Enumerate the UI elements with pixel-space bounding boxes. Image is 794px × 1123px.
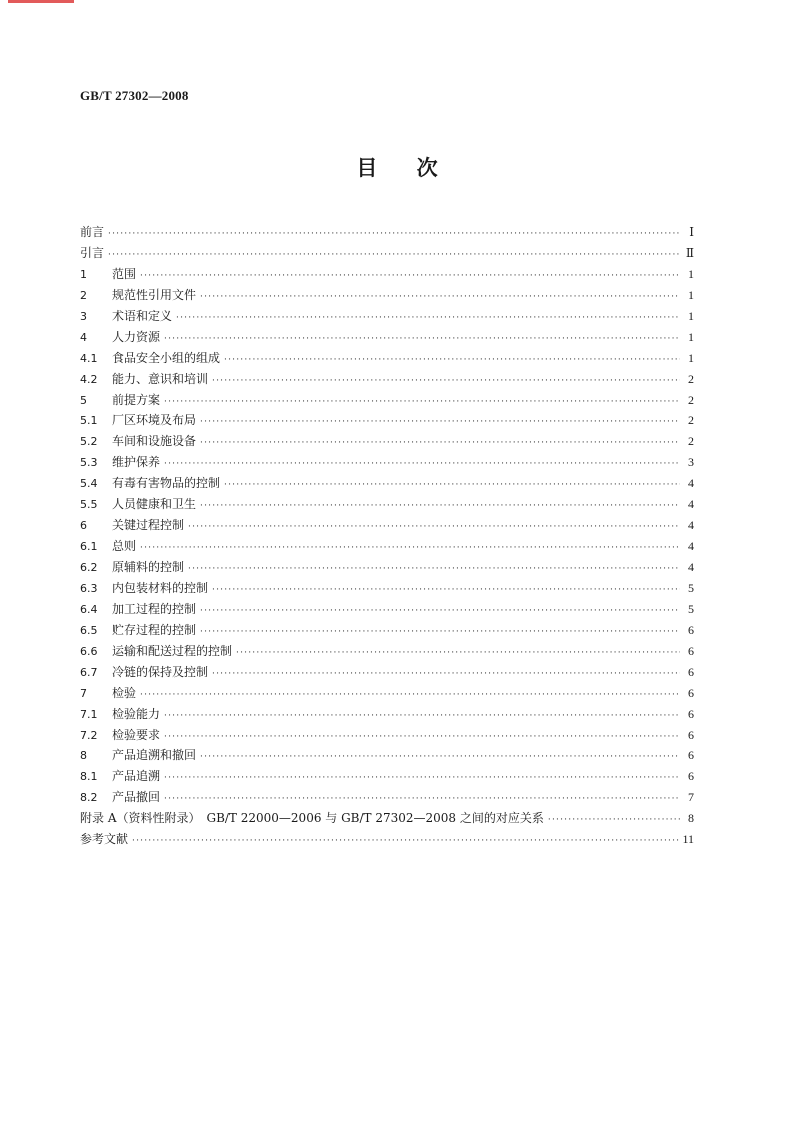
toc-entry-title: 术语和定义 xyxy=(112,308,173,323)
toc-entry-page: 2 xyxy=(688,434,694,449)
toc-entry-page: Ⅰ xyxy=(689,225,694,239)
toc-entry[interactable] xyxy=(80,431,694,452)
toc-entry[interactable] xyxy=(80,683,694,704)
toc-entry-title: 维护保养 xyxy=(112,455,161,470)
toc-entry-page: 4 xyxy=(688,539,694,554)
toc-entry[interactable] xyxy=(80,557,694,578)
toc-entry-title: 运输和配送过程的控制 xyxy=(112,643,233,658)
toc-dot-leader xyxy=(200,412,680,433)
toc-dot-leader xyxy=(200,433,680,454)
toc-entry-page: 6 xyxy=(688,748,694,763)
toc-entry-page: 1 xyxy=(688,266,694,281)
toc-dot-leader xyxy=(200,287,680,308)
toc-entry-title: 总则 xyxy=(112,539,137,554)
toc-entry-title: 能力、意识和培训 xyxy=(112,371,209,386)
toc-entry-title: 人力资源 xyxy=(112,329,161,344)
toc-entry-title: 产品追溯 xyxy=(112,769,161,784)
document-id: GB/T 27302—2008 xyxy=(80,88,189,103)
toc-entry[interactable] xyxy=(80,494,694,515)
toc-entry-page: 6 xyxy=(688,685,694,700)
toc-dot-leader xyxy=(108,245,680,266)
toc-dot-leader xyxy=(140,266,680,287)
toc-entry-title: 引言 xyxy=(80,245,105,260)
toc-entry-title: 检验能力 xyxy=(112,706,161,721)
toc-entry-page: 6 xyxy=(688,727,694,742)
toc-entry-page: 1 xyxy=(688,350,694,365)
toc-entry[interactable] xyxy=(80,515,694,536)
toc-entry[interactable] xyxy=(80,285,694,306)
toc-entry-number: 4.2 xyxy=(80,372,98,386)
toc-entry-number: 3 xyxy=(80,309,87,323)
toc-dot-leader xyxy=(140,538,680,559)
toc-entry[interactable] xyxy=(80,536,694,557)
toc-entry-page: 4 xyxy=(688,476,694,491)
toc-entry[interactable] xyxy=(80,662,694,683)
toc-entry[interactable] xyxy=(80,264,694,285)
toc-dot-leader xyxy=(108,224,680,245)
toc-entry-number: 6.4 xyxy=(80,602,98,616)
toc-dot-leader xyxy=(212,664,680,685)
toc-entry-number: 6 xyxy=(80,519,87,533)
toc-entry[interactable] xyxy=(80,578,694,599)
toc-entry-page: Ⅱ xyxy=(685,245,694,260)
toc-entry-title: 范围 xyxy=(112,266,137,281)
toc-entry-title: 规范性引用文件 xyxy=(112,287,197,302)
toc-entry-title: 冷链的保持及控制 xyxy=(112,664,209,679)
toc-entry-number: 7.2 xyxy=(80,728,98,742)
toc-entry-number: 8.1 xyxy=(80,770,98,784)
toc-entry[interactable] xyxy=(80,410,694,431)
toc-entry-title: 前言 xyxy=(80,225,105,239)
toc-dot-leader xyxy=(200,747,680,768)
toc-dot-leader xyxy=(140,685,680,706)
toc-entry-page: 2 xyxy=(688,392,694,407)
toc-entry-number: 1 xyxy=(80,267,87,281)
toc-entry-page: 5 xyxy=(688,580,694,595)
toc-entry-page: 6 xyxy=(688,706,694,721)
toc-entry-page: 11 xyxy=(682,832,694,847)
toc-dot-leader xyxy=(188,559,680,580)
toc-entry[interactable] xyxy=(80,745,694,766)
toc-entry[interactable] xyxy=(80,829,694,850)
toc-dot-leader xyxy=(176,308,680,329)
toc-entry-number: 6.1 xyxy=(80,540,98,554)
toc-entry-title: 检验要求 xyxy=(112,727,161,742)
toc-entry[interactable] xyxy=(80,641,694,662)
toc-entry-title: 人员健康和卫生 xyxy=(112,497,197,512)
toc-dot-leader xyxy=(164,329,680,350)
toc-dot-leader xyxy=(164,454,680,475)
toc-entry-title: 内包装材料的控制 xyxy=(112,580,209,595)
toc-entry-number: 4 xyxy=(80,330,87,344)
page-title-char-2: 次 xyxy=(416,156,438,180)
toc-entry[interactable] xyxy=(80,766,694,787)
toc-entry-page: 5 xyxy=(688,601,694,616)
toc-entry-number: 6.5 xyxy=(80,623,98,637)
toc-entry[interactable] xyxy=(80,725,694,746)
toc-entry[interactable] xyxy=(80,452,694,473)
toc-entry[interactable] xyxy=(80,620,694,641)
toc-entry[interactable] xyxy=(80,306,694,327)
toc-entry[interactable] xyxy=(80,243,694,264)
toc-entry-number: 8 xyxy=(80,749,87,763)
toc-entry-title: 附录 A（资料性附录） GB/T 22000—2006 与 GB/T 27302—2008 之间的对应关系 xyxy=(80,811,544,826)
toc-entry[interactable] xyxy=(80,369,694,390)
toc-dot-leader xyxy=(200,601,680,622)
toc-entry-title: 检验 xyxy=(112,685,137,700)
toc-entry-title: 关键过程控制 xyxy=(112,518,185,533)
toc-entry[interactable] xyxy=(80,808,694,829)
toc-entry-page: 6 xyxy=(688,622,694,637)
toc-dot-leader xyxy=(164,768,680,789)
toc-entry-page: 1 xyxy=(688,329,694,344)
toc-dot-leader xyxy=(224,475,680,496)
toc-entry-number: 4.1 xyxy=(80,351,98,365)
toc-dot-leader xyxy=(188,517,680,538)
toc-entry-page: 4 xyxy=(688,518,694,533)
toc-entry-number: 5.4 xyxy=(80,477,98,491)
toc-entry[interactable] xyxy=(80,327,694,348)
toc-entry-number: 6.2 xyxy=(80,561,98,574)
toc-entry-number: 2 xyxy=(80,288,87,302)
toc-entry-title: 参考文献 xyxy=(80,832,129,847)
toc-entry-title: 厂区环境及布局 xyxy=(112,413,197,428)
toc-entry-number: 5.2 xyxy=(80,435,98,449)
toc-entry-page: 8 xyxy=(688,811,694,826)
toc-entry-title: 车间和设施设备 xyxy=(112,434,197,449)
toc-entry-page: 6 xyxy=(688,643,694,658)
toc-dot-leader xyxy=(164,392,680,413)
toc-entry-number: 8.2 xyxy=(80,791,98,805)
toc-dot-leader xyxy=(236,643,680,664)
toc-entry-title: 贮存过程的控制 xyxy=(112,622,197,637)
toc-entry[interactable] xyxy=(80,348,694,369)
toc-entry-title: 食品安全小组的组成 xyxy=(112,350,221,365)
toc-dot-leader xyxy=(212,371,680,392)
toc-entry-title: 原辅料的控制 xyxy=(112,560,185,574)
toc-entry[interactable] xyxy=(80,473,694,494)
toc-entry-number: 6.6 xyxy=(80,644,98,658)
toc-entry-number: 5 xyxy=(80,393,87,407)
page-title-char-1: 目 xyxy=(356,156,378,180)
toc-dot-leader xyxy=(200,622,680,643)
toc-entry-page: 2 xyxy=(688,413,694,428)
toc-dot-leader xyxy=(164,727,680,748)
toc-entry-page: 2 xyxy=(688,371,694,386)
toc-dot-leader xyxy=(132,831,680,852)
toc-entry-number: 6.7 xyxy=(80,665,98,679)
toc-entry-page: 6 xyxy=(688,769,694,784)
toc-entry[interactable] xyxy=(80,704,694,725)
toc-entry-title: 前提方案 xyxy=(112,392,161,407)
toc-entry-title: 有毒有害物品的控制 xyxy=(112,476,221,491)
toc-entry-page: 7 xyxy=(688,790,694,805)
toc-dot-leader xyxy=(224,350,680,371)
toc-dot-leader xyxy=(164,706,680,727)
table-of-contents xyxy=(80,222,694,850)
toc-entry[interactable] xyxy=(80,599,694,620)
toc-entry[interactable] xyxy=(80,222,694,243)
top-edge-mark xyxy=(8,0,74,3)
toc-dot-leader xyxy=(212,580,680,601)
toc-entry-title: 产品追溯和撤回 xyxy=(112,748,197,763)
toc-entry-page: 1 xyxy=(688,308,694,323)
toc-entry-page: 4 xyxy=(688,560,694,574)
toc-entry-number: 5.1 xyxy=(80,414,98,428)
toc-entry-number: 6.3 xyxy=(80,581,98,595)
toc-entry-number: 7.1 xyxy=(80,707,98,721)
toc-entry-number: 5.3 xyxy=(80,456,98,470)
toc-entry[interactable] xyxy=(80,787,694,808)
page-title xyxy=(0,152,794,182)
toc-dot-leader xyxy=(200,496,680,517)
toc-dot-leader xyxy=(164,789,680,810)
toc-entry-title: 加工过程的控制 xyxy=(112,601,197,616)
toc-dot-leader xyxy=(548,810,680,831)
toc-entry-page: 6 xyxy=(688,664,694,679)
toc-entry-page: 4 xyxy=(688,497,694,512)
toc-entry-number: 7 xyxy=(80,686,87,700)
toc-entry[interactable] xyxy=(80,390,694,411)
toc-entry-number: 5.5 xyxy=(80,498,98,512)
toc-entry-page: 3 xyxy=(688,455,694,470)
toc-entry-title: 产品撤回 xyxy=(112,790,161,805)
toc-entry-page: 1 xyxy=(688,287,694,302)
